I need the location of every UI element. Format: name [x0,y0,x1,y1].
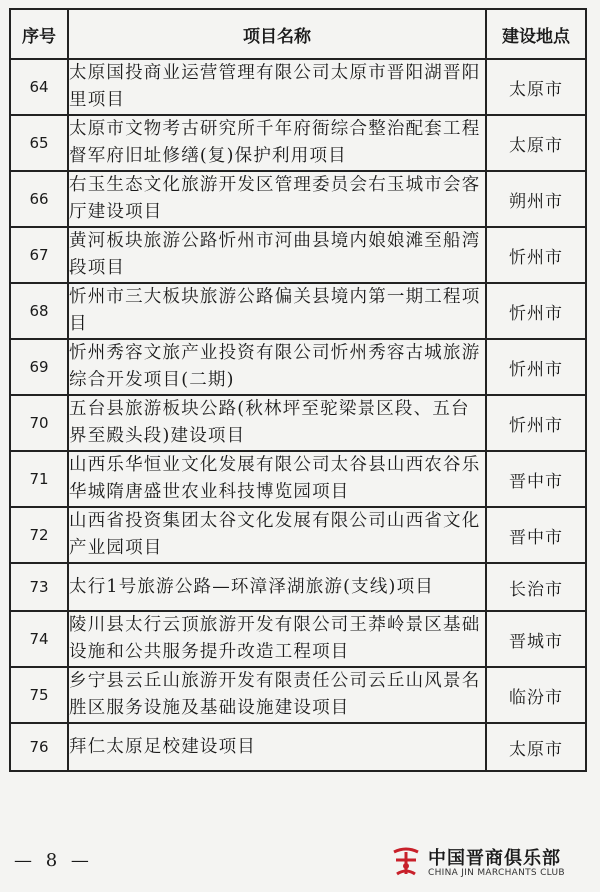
row-number: 74 [10,611,68,667]
table-row [10,723,586,771]
row-location: 晋城市 [486,611,586,667]
row-number: 75 [10,667,68,723]
header-project-name: 项目名称 [68,9,486,59]
row-number: 72 [10,507,68,563]
row-location: 忻州市 [486,227,586,283]
row-number: 64 [10,59,68,115]
row-number: 67 [10,227,68,283]
row-project-name: 陵川县太行云顶旅游开发有限公司王莽岭景区基础设施和公共服务提升改造工程项目 [68,611,486,667]
table-row [10,667,586,723]
row-location: 太原市 [486,59,586,115]
row-number: 76 [10,723,68,771]
row-number: 73 [10,563,68,611]
row-project-name: 山西省投资集团太谷文化发展有限公司山西省文化产业园项目 [68,507,486,563]
row-project-name: 山西乐华恒业文化发展有限公司太谷县山西农谷乐华城隋唐盛世农业科技博览园项目 [68,451,486,507]
row-project-name: 五台县旅游板块公路(秋林坪至驼梁景区段、五台界至殿头段)建设项目 [68,395,486,451]
row-location: 忻州市 [486,395,586,451]
row-number: 71 [10,451,68,507]
project-table [9,8,587,772]
row-location: 长治市 [486,563,586,611]
table-row [10,171,586,227]
row-location: 太原市 [486,115,586,171]
row-project-name: 忻州市三大板块旅游公路偏关县境内第一期工程项目 [68,283,486,339]
table-row [10,283,586,339]
row-project-name: 忻州秀容文旅产业投资有限公司忻州秀容古城旅游综合开发项目(二期) [68,339,486,395]
header-location: 建设地点 [486,9,586,59]
table-row [10,507,586,563]
row-location: 临汾市 [486,667,586,723]
table-row [10,59,586,115]
table-row [10,395,586,451]
club-watermark [388,842,588,886]
row-project-name: 拜仁太原足校建设项目 [68,723,486,771]
row-project-name: 太原市文物考古研究所千年府衙综合整治配套工程督军府旧址修缮(复)保护利用项目 [68,115,486,171]
row-number: 69 [10,339,68,395]
row-location: 朔州市 [486,171,586,227]
table-row [10,611,586,667]
row-project-name: 太行1号旅游公路—环漳泽湖旅游(支线)项目 [68,563,486,611]
row-number: 66 [10,171,68,227]
row-location: 晋中市 [486,507,586,563]
table-row [10,339,586,395]
row-number: 70 [10,395,68,451]
row-number: 65 [10,115,68,171]
row-location: 忻州市 [486,339,586,395]
row-location: 晋中市 [486,451,586,507]
table-row [10,227,586,283]
row-location: 忻州市 [486,283,586,339]
header-serial-number: 序号 [10,9,68,59]
brand-name-chinese: 中国晋商俱乐部 [428,848,561,869]
club-logo-icon [388,844,424,880]
table-header-row [10,9,586,59]
row-project-name: 太原国投商业运营管理有限公司太原市晋阳湖晋阳里项目 [68,59,486,115]
row-project-name: 乡宁县云丘山旅游开发有限责任公司云丘山风景名胜区服务设施及基础设施建设项目 [68,667,486,723]
row-number: 68 [10,283,68,339]
row-location: 太原市 [486,723,586,771]
table-row [10,115,586,171]
table-row [10,563,586,611]
brand-name-english: CHINA JIN MARCHANTS CLUB [428,868,565,878]
row-project-name: 黄河板块旅游公路忻州市河曲县境内娘娘滩至船湾段项目 [68,227,486,283]
page-number: — 8 — [14,850,93,871]
table-row [10,451,586,507]
row-project-name: 右玉生态文化旅游开发区管理委员会右玉城市会客厅建设项目 [68,171,486,227]
